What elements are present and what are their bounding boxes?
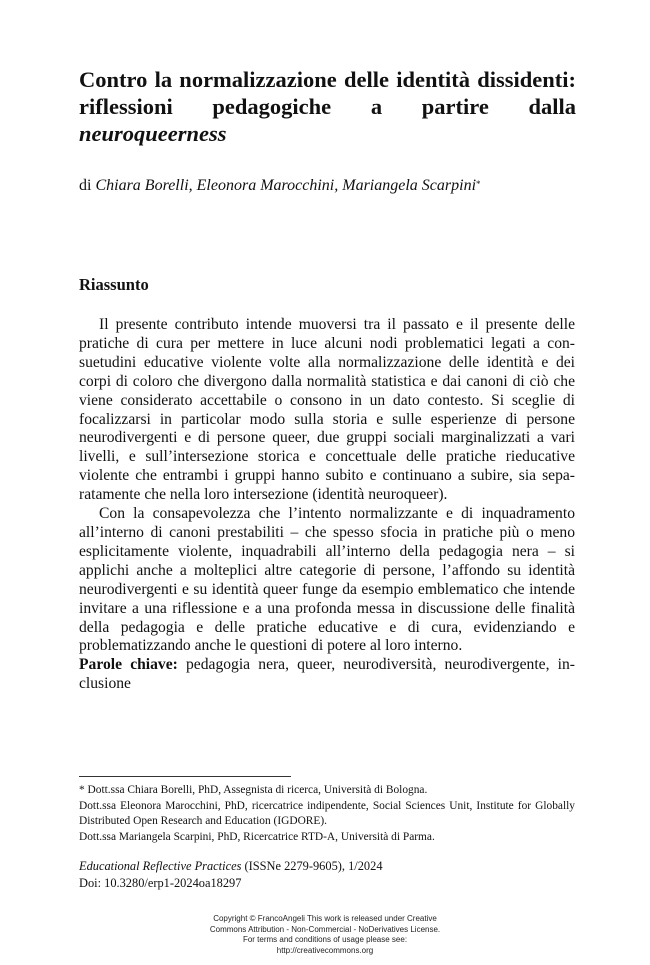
copyright-line-1: Copyright © FrancoAngeli This work is released under Creative (213, 914, 437, 923)
keywords-label: Parole chiave: (79, 656, 178, 674)
journal-citation (79, 858, 575, 875)
copyright-notice (175, 914, 475, 956)
keywords-line (79, 656, 575, 694)
article-title (79, 66, 576, 147)
abstract-heading: Riassunto (79, 275, 149, 294)
footnote-borelli: * Dott.ssa Chiara Borelli, PhD, Assegnista di ricerca, Università di Bologna. (79, 784, 428, 796)
author-names: Chiara Borelli, Eleonora Marocchini, Mariangela Scarpini (95, 177, 477, 194)
abstract-body (79, 316, 575, 694)
journal-name: Educational Reflective Practices (79, 859, 242, 873)
copyright-line-3: For terms and conditions of usage please see: (242, 935, 408, 944)
abstract-paragraph-2: Con la consapevolezza che l’intento normalizzante e di inquadramento all’interno di canoni prestabiliti – che spesso sfocia in pratiche più o meno esplicitamente violente, inquadrabili all’interno della pedagogia nera – si applichi anche a molteplici altre categorie di persone, l’affondo su identità neurodivergenti e su identità queer funge da esempio emblematico che intende invitare a una riflessione e a una profonda messa in discussione delle finalità della pedagogia e delle pratiche educative e di cura, evidenziando e problematizzando anche le questioni di potere al loro interno. (79, 505, 575, 655)
journal-doi: Doi: 10.3280/erp1-2024oa18297 (79, 875, 242, 890)
keywords-list: pedagogia nera, queer, neurodiversità, neurodivergente, inclusione (79, 656, 575, 693)
footnote-scarpini: Dott.ssa Mariangela Scarpini, PhD, Ricercatrice RTD-A, Università di Parma. (79, 830, 435, 843)
footnote-divider (79, 776, 291, 777)
journal-info (79, 858, 575, 891)
author-byline (79, 175, 579, 197)
journal-issn: (ISSNe 2279-9605), 1/2024 (241, 859, 383, 873)
copyright-line-2: Commons Attribution - Non-Commercial - NoDerivatives License. (209, 924, 441, 934)
title-main: Contro la normalizzazione delle identità dissidenti: riflessioni pedagogiche a partire dalla (79, 67, 576, 119)
footnote-marocchini: Dott.ssa Eleonora Marocchini, PhD, ricercatrice indipendente, Social Sciences Unit, Institute for Globally Distributed Open Research and Education (IGDORE). (79, 799, 575, 828)
footnote-mark: * (476, 179, 481, 189)
title-italic: neuroqueerness (79, 121, 227, 146)
footnotes (79, 783, 575, 845)
creative-commons-link[interactable]: http://creativecommons.org (276, 945, 374, 955)
abstract-paragraph-1: Il presente contributo intende muoversi tra il passato e il presente delle pratiche di cura per mettere in luce alcuni nodi problematici legati a consuetudini educative violente volte alla normalizzazione delle identità e dei corpi di coloro che divergono dalla normalità statistica e dai canoni di ciò che viene considerato accettabile o consono in un dato contesto. Si sceglie di focalizzarsi in particolar modo sulla storia e sulle esperienze di persone neurodivergenti e di persone queer, due gruppi sociali marginalizzati a vari livelli, e sull’intersezione storica e concettuale delle pratiche rieducative violente che entrambi i gruppi hanno subito e continuano a subire, sia separatamente che nella loro intersezione (identità neuroqueer). (79, 316, 575, 504)
byline-prefix: di (79, 177, 96, 194)
